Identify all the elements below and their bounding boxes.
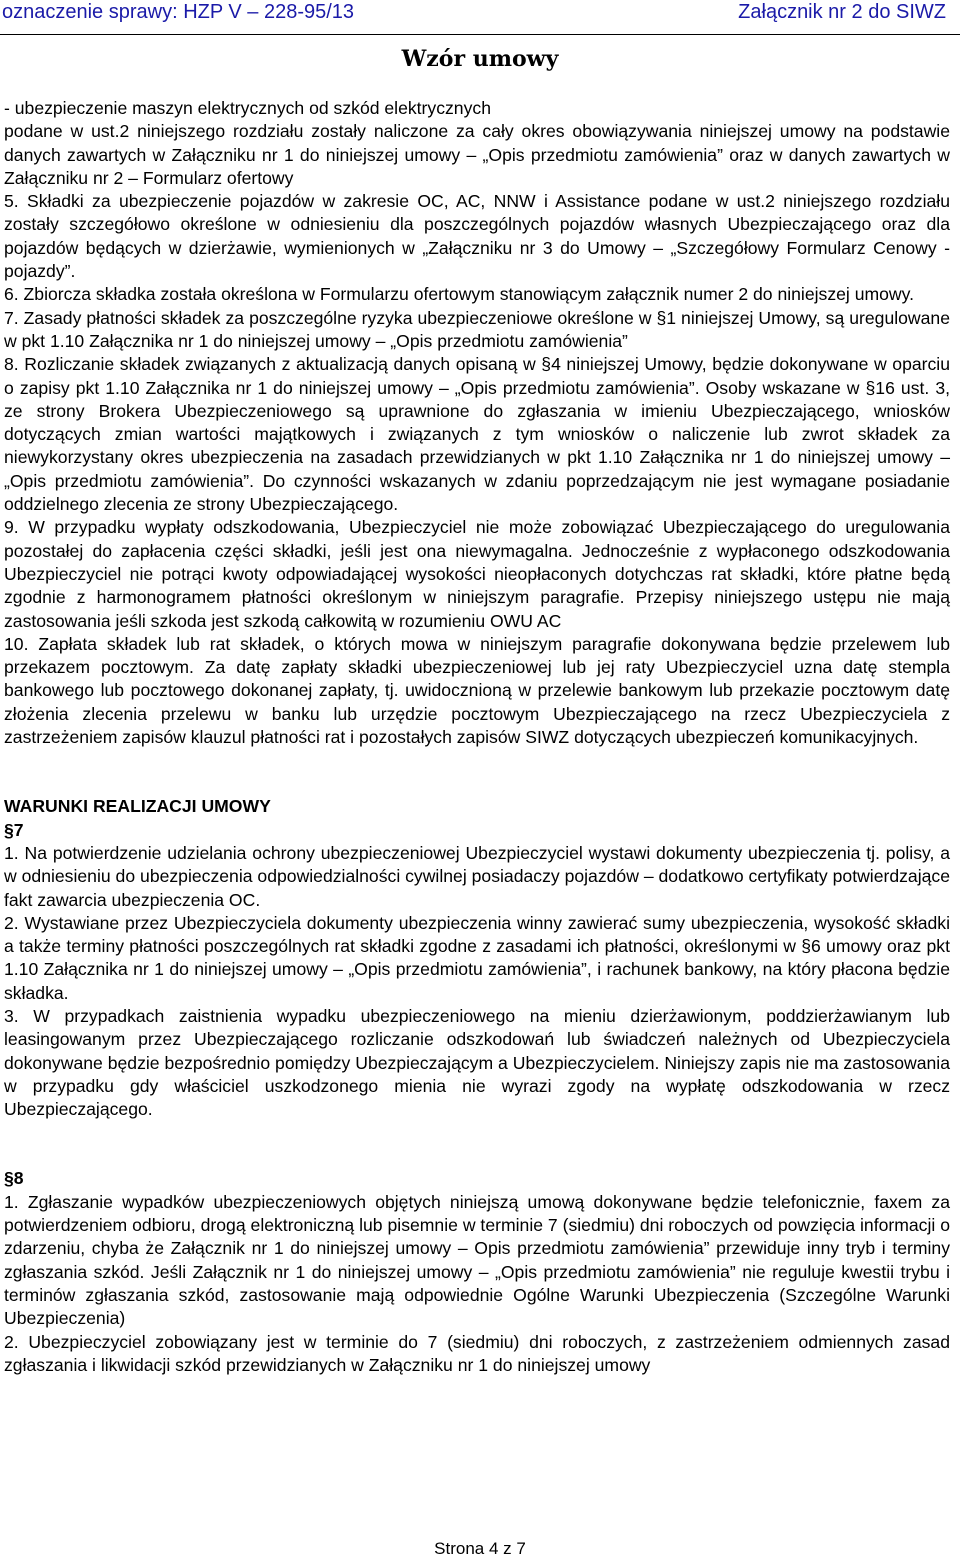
section-7-paragraph: 3. W przypadkach zaistnienia wypadku ubezpieczeniowego na mieniu dzierżawionym, poddzierżawianym lub leasingowanym przez Ubezpieczającego rozliczanie odszkodowań lub świadczeń należnych od Ubezpieczyciela dokonywane będzie bezpośrednio pomiędzy Ubezpieczającym a Ubezpieczycielem. Niniejszy zapis nie ma zastosowania w przypadku gdy właściciel uszkodzonego mienia nie wyrazi zgody na wypłatę odszkodowania w rzecz Ubezpieczającego. xyxy=(4,1005,950,1120)
paragraph-7: 7. Zasady płatności składek za poszczególne ryzyka ubezpieczeniowe określone w §1 niniejszej Umowy, są uregulowane w pkt 1.10 Załącznika nr 1 do niniejszej umowy – „Opis przedmiotu zamówienia” xyxy=(4,307,950,351)
spacer xyxy=(4,1121,950,1167)
document-title: Wzór umowy xyxy=(401,46,559,72)
section-7-sign: §7 xyxy=(4,819,24,840)
paragraph-8: 8. Rozliczanie składek związanych z aktualizacją danych opisaną w §4 niniejszej Umowy, będzie dokonywane w oparciu o zapisy pkt 1.10 Załącznika nr 1 do niniejszej umowy – „Opis przedmiotu zamówienia”. Osoby wskazane w §16 ust. 3, ze strony Brokera Ubezpieczeniowego są uprawnione do zgłaszania w imieniu Ubezpieczającego, wniosków dotyczących zmian wartości majątkowych i związanych z tym wniosków o naliczenie lub zwrot składek za niewykorzystany okres ubezpieczenia na zasadach przewidzianych w pkt 1.10 Załącznika nr 1 do niniejszej umowy – „Opis przedmiotu zamówienia”. Do czynności wskazanych w zdaniu poprzedzającym nie jest wymagane posiadanie oddzielnego zlecenia ze strony Ubezpieczającego. xyxy=(4,354,950,515)
attachment-label: Załącznik nr 2 do SIWZ xyxy=(738,1,946,23)
section-8-sign: §8 xyxy=(4,1168,24,1189)
paragraph-item: podane w ust.2 niniejszego rozdziału zostały naliczone za cały okres obowiązywania niniejszej umowy na podstawie danych zawartych w Załączniku nr 1 do niniejszej umowy – „Opis przedmiotu zamówienia” oraz w danych zawartych w Załączniku nr 2 – Formularz ofertowy xyxy=(4,121,950,188)
page-header xyxy=(0,0,960,35)
section-7-paragraph: 2. Wystawiane przez Ubezpieczyciela dokumenty ubezpieczenia winny zawierać sumy ubezpieczenia, wysokość składki a także terminy płatności poszczególnych rat składki zgodne z zasadami ich płatności, określonymi w §6 umowy oraz pkt 1.10 Załącznika nr 1 do niniejszej umowy – „Opis przedmiotu zamówienia”, i rachunek bankowy, na który płacona będzie składka. xyxy=(4,912,950,1003)
paragraph-item: - ubezpieczenie maszyn elektrycznych od szkód elektrycznych xyxy=(4,98,491,118)
paragraph-9: 9. W przypadku wypłaty odszkodowania, Ubezpieczyciel nie może zobowiązać Ubezpieczającego do uregulowania pozostałej do zapłacenia części składki, jeśli jest ona niewymagalna. Jednocześnie z wypłaconego odszkodowania Ubezpieczyciel nie potrąci kwoty odpowiadającej wysokości nieopłaconych dotychczas rat składki, które płatne będą zgodnie z harmonogramem płatności określonym w niniejszym paragrafie. Przepisy niniejszego ustępu nie mają zastosowania jeśli szkoda jest szkodą całkowitą w rozumieniu OWU AC xyxy=(4,517,950,631)
paragraph-6: 6. Zbiorcza składka została określona w Formularzu ofertowym stanowiącym załącznik numer 2 do niniejszej umowy. xyxy=(4,284,915,305)
section-heading: WARUNKI REALIZACJI UMOWY xyxy=(4,796,271,817)
spacer xyxy=(4,749,950,795)
paragraph-10 xyxy=(4,633,950,749)
paragraph-10-tail: z zastrzeżeniem zapisów klauzul płatności rat i pozostałych zapisów SIWZ dotyczących ubezpieczeń komunikacyjnych. xyxy=(4,703,950,748)
case-reference: oznaczenie sprawy: HZP V – 228-95/13 xyxy=(2,1,355,23)
document-body xyxy=(4,97,950,1377)
paragraph-5: 5. Składki za ubezpieczenie pojazdów w zakresie OC, AC, NNW i Assistance podane w ust.2 niniejszego rozdziału zostały szczegółowo określone w odniesieniu dla poszczególnych pojazdów własnych Ubezpieczającego oraz dla pojazdów będących w dzierżawie, wymienionych w „Załączniku nr 3 do Umowy – „Szczegółowy Formularz Cenowy - pojazdy”. xyxy=(4,191,950,282)
section-8-paragraph: 2. Ubezpieczyciel zobowiązany jest w terminie do 7 (siedmiu) dni roboczych, z zastrzeżeniem odmiennych zasad zgłaszania i likwidacji szkód przewidzianych w Załączniku nr 1 do niniejszej umowy xyxy=(4,1331,950,1375)
section-7-paragraph: 1. Na potwierdzenie udzielania ochrony ubezpieczeniowej Ubezpieczyciel wystawi dokumenty ubezpieczenia tj. polisy, a w odniesieniu do ubezpieczenia odpowiedzialności cywilnej posiadaczy pojazdów – dodatkowo certyfikaty potwierdzające fakt zawarcia ubezpieczenia OC. xyxy=(4,842,950,910)
page-number: Strona 4 z 7 xyxy=(434,1539,526,1558)
section-8-paragraph: 1. Zgłaszanie wypadków ubezpieczeniowych objętych niniejszą umową dokonywane będzie telefonicznie, faxem za potwierdzeniem odbioru, drogą elektroniczną lub pisemnie w terminie 7 (siedmiu) dni roboczych od powzięcia informacji o zdarzeniu, chyba że Załącznik nr 1 do niniejszej umowy – Opis przedmiotu zamówienia” przewiduje inny tryb i terminy zgłaszania szkód. Jeśli Załącznik nr 1 do niniejszej umowy – „Opis przedmiotu zamówienia” nie reguluje kwestii trybu i terminów zgłaszania szkód, zastosowanie mają odpowiednie Ogólne Warunki Ubezpieczenia (Szczególne Warunki Ubezpieczenia) xyxy=(4,1191,950,1329)
paragraph-10-main: 10. Zapłata składek lub rat składek, o których mowa w niniejszym paragrafie dokonywana będzie przelewem lub przekazem pocztowym. Za datę zapłaty składki ubezpieczeniowej lub jej raty Ubezpieczyciel uzna datę stempla bankowego lub pocztowego dokonanej zapłaty, tj. uwidocznioną w przelewie bankowym lub przekazie pocztowym datę złożenia zlecenia przelewu w banku lub urzędzie pocztowym Ubezpieczającego na rzecz Ubezpieczyciela xyxy=(4,633,950,724)
